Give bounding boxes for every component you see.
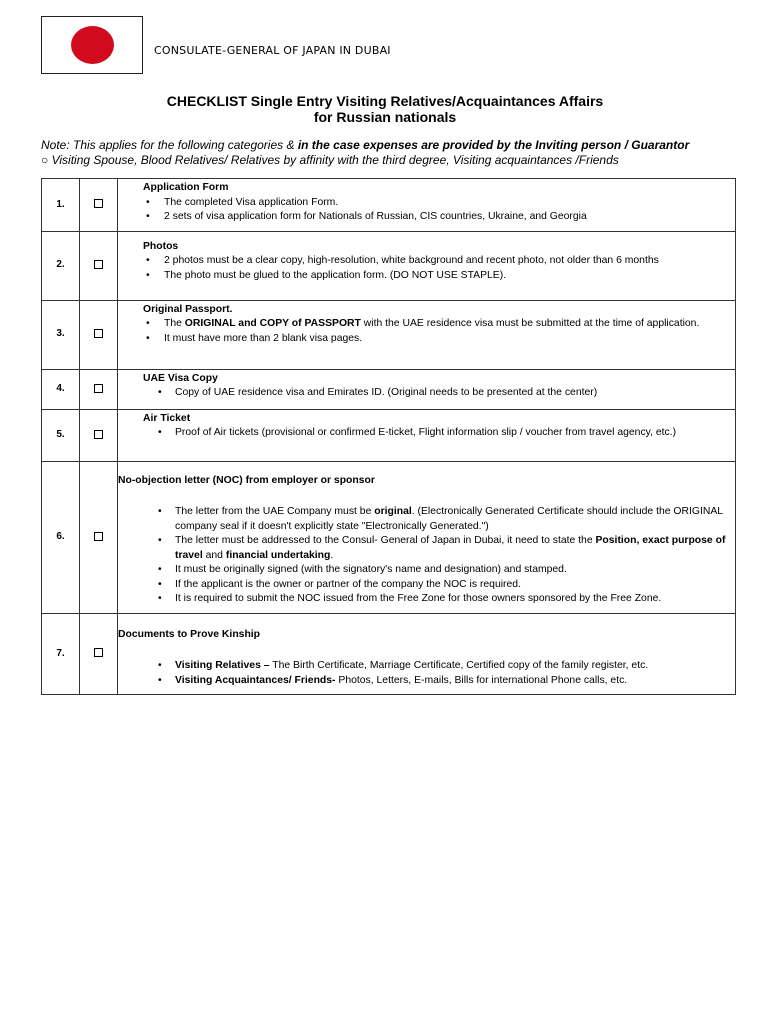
list-item: • 2 photos must be a clear copy, high-resolution, white background and recent photo, not older than 6 months (146, 255, 659, 266)
item-title: Photos (143, 240, 179, 252)
item-title: Documents to Prove Kinship (118, 628, 261, 640)
japan-flag-logo (41, 16, 143, 74)
table-row (42, 613, 736, 695)
list-item: • The photo must be glued to the application form. (DO NOT USE STAPLE). (146, 269, 507, 281)
table-row (42, 300, 736, 369)
item-number: 7. (42, 613, 80, 695)
list-item: • The ORIGINAL and COPY of PASSPORT with the UAE residence visa must be submitted at the time of application. (146, 318, 700, 329)
item-number: 4. (42, 369, 80, 409)
page-title (0, 93, 770, 125)
consulate-name: CONSULATE-GENERAL OF JAPAN IN DUBAI (154, 44, 391, 57)
item-number: 6. (42, 461, 80, 613)
item-title: No-objection letter (NOC) from employer or sponsor (118, 474, 375, 486)
list-item: • Copy of UAE residence visa and Emirates ID. (Original needs to be presented at the center) (158, 387, 598, 398)
item-title: Air Ticket (143, 412, 191, 424)
list-item: • The completed Visa application Form. (146, 196, 339, 208)
list-item: • The letter must be addressed to the Consul- General of Japan in Dubai, it need to state the Position, exact purpose of travel and financial undertaking. (158, 535, 726, 561)
note-bold: in the case expenses are provided by the Inviting person / Guarantor (297, 138, 690, 152)
checkbox[interactable] (94, 384, 103, 393)
item-title: Original Passport. (143, 303, 233, 315)
list-item: • Proof of Air tickets (provisional or confirmed E-ticket, Flight information slip / voucher from travel agency, etc.) (158, 427, 677, 438)
checkbox[interactable] (94, 260, 103, 269)
list-item: • It must be originally signed (with the signatory's name and designation) and stamped. (158, 564, 567, 575)
checkbox[interactable] (94, 648, 103, 657)
list-item: • It is required to submit the NOC issued from the Free Zone for those owners sponsored by the Free Zone. (158, 593, 662, 604)
checkbox[interactable] (94, 430, 103, 439)
item-number: 2. (42, 231, 80, 300)
item-title: Application Form (143, 182, 229, 193)
checkbox[interactable] (94, 199, 103, 208)
table-row (42, 461, 736, 613)
note (41, 138, 741, 168)
item-number: 1. (42, 179, 80, 232)
flag-red-disc (71, 26, 114, 64)
item-title: UAE Visa Copy (143, 372, 218, 384)
title-line-2: for Russian nationals (313, 109, 457, 125)
list-item: • Visiting Acquaintances/ Friends- Photos, Letters, E-mails, Bills for international Phone calls, etc. (158, 674, 628, 686)
item-number: 5. (42, 409, 80, 461)
list-item: • Visiting Relatives – The Birth Certificate, Marriage Certificate, Certified copy of the family register, etc. (158, 660, 649, 671)
table-row (42, 369, 736, 409)
list-item: • The letter from the UAE Company must be original. (Electronically Generated Certificate should include the ORIGINAL company seal if it doesn't explicitly state "Electronically Generated.") (158, 506, 723, 532)
list-item: • If the applicant is the owner or partner of the company the NOC is required. (158, 578, 521, 590)
table-row (42, 179, 736, 232)
item-number: 3. (42, 300, 80, 369)
list-item: • It must have more than 2 blank visa pages. (146, 332, 363, 344)
table-row (42, 231, 736, 300)
note-line-2: ○ Visiting Spouse, Blood Relatives/ Relatives by affinity with the third degree, Visiting acquaintances /Friends (41, 153, 619, 167)
note-line-1 (41, 138, 741, 153)
checkbox[interactable] (94, 532, 103, 541)
title-line-1: CHECKLIST Single Entry Visiting Relatives/Acquaintances Affairs (166, 93, 604, 109)
checkbox[interactable] (94, 329, 103, 338)
table-row (42, 409, 736, 461)
checklist-table (41, 178, 736, 695)
list-item: • 2 sets of visa application form for Nationals of Russian, CIS countries, Ukraine, and Georgia (146, 211, 587, 222)
note-prefix: Note: This applies for the following categories & (41, 138, 298, 152)
